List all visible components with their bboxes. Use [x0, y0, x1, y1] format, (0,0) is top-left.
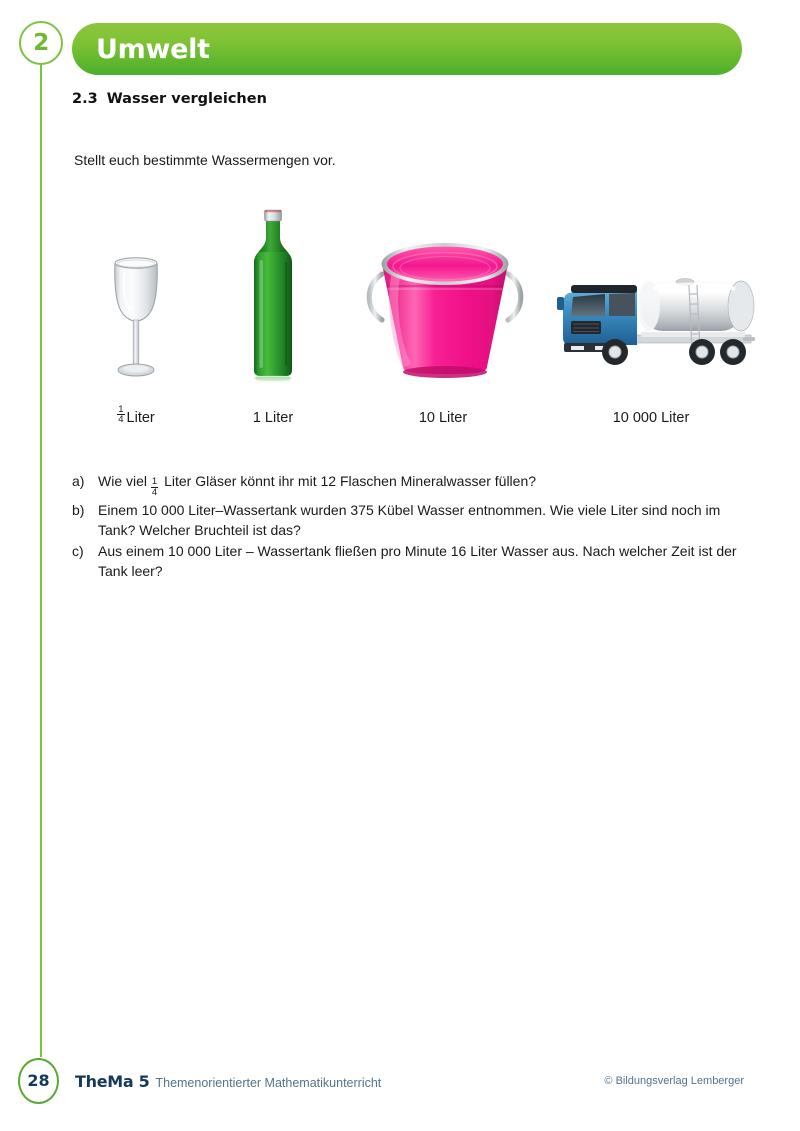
exercise-label: b)	[72, 501, 85, 518]
section-number: 2.3	[72, 91, 98, 107]
exercise-label: c)	[72, 543, 84, 560]
caption-unit: 10 000 Liter	[612, 410, 690, 426]
figures-row	[72, 196, 762, 426]
exercise-item-a	[72, 472, 744, 499]
fraction-numerator: 1	[151, 476, 158, 488]
figure-truck	[540, 196, 762, 426]
exercise-label: a)	[72, 473, 85, 489]
wine-glass-icon	[101, 249, 171, 384]
figure-caption-bucket	[346, 402, 540, 426]
chapter-banner	[72, 23, 742, 75]
exercise-list	[72, 472, 744, 584]
page-number: 28	[27, 1071, 50, 1090]
figure-caption-bottle	[200, 402, 346, 426]
chapter-number: 2	[33, 29, 49, 56]
brand-tagline: Themenorientierter Mathematikunterricht	[155, 1076, 382, 1090]
exercise-text: Aus einem 10 000 Liter – Wassertank fließen pro Minute 16 Liter Wasser aus. Nach welcher Zeit ist der Tank leer?	[98, 543, 737, 580]
exercise-text-after: Liter Gläser könnt ihr mit 12 Flaschen Mineralwasser füllen?	[164, 473, 537, 489]
fraction-one-quarter	[117, 405, 124, 425]
green-bottle-icon	[245, 204, 301, 384]
section-heading	[72, 91, 267, 107]
caption-unit: 1 Liter	[252, 410, 294, 426]
tanker-truck-icon	[545, 263, 760, 368]
fraction-one-quarter	[151, 477, 158, 497]
fraction-denominator: 4	[151, 486, 158, 498]
figure-wine-glass	[72, 196, 200, 426]
copyright-notice: © Bildungsverlag Lemberger	[604, 1075, 744, 1087]
figure-caption-wine-glass	[72, 402, 200, 426]
exercise-text-before: Wie viel	[98, 473, 148, 489]
exercise-text	[98, 472, 744, 499]
footer-brand	[75, 1072, 381, 1091]
fraction-numerator: 1	[118, 403, 124, 415]
figure-bucket	[346, 196, 540, 426]
caption-unit: Liter	[126, 410, 155, 426]
chapter-banner-title: Umwelt	[96, 33, 210, 65]
intro-paragraph: Stellt euch bestimmte Wassermengen vor.	[74, 152, 336, 168]
chapter-rail	[40, 62, 42, 1057]
exercise-item-c	[72, 542, 744, 582]
fraction-denominator: 4	[118, 414, 124, 426]
figure-bottle	[200, 196, 346, 426]
brand-name: TheMa 5	[75, 1072, 150, 1091]
chapter-number-badge	[19, 21, 63, 65]
pink-bucket-icon	[360, 234, 525, 384]
exercise-item-b	[72, 501, 744, 541]
caption-unit: 10 Liter	[418, 410, 468, 426]
page-number-badge	[18, 1058, 59, 1104]
section-title: Wasser vergleichen	[106, 91, 267, 107]
figure-caption-truck	[540, 402, 762, 426]
exercise-text: Einem 10 000 Liter–Wassertank wurden 375 Kübel Wasser entnommen. Wie viele Liter sind noch im Tank? Welcher Bruchteil ist das?	[98, 501, 721, 538]
